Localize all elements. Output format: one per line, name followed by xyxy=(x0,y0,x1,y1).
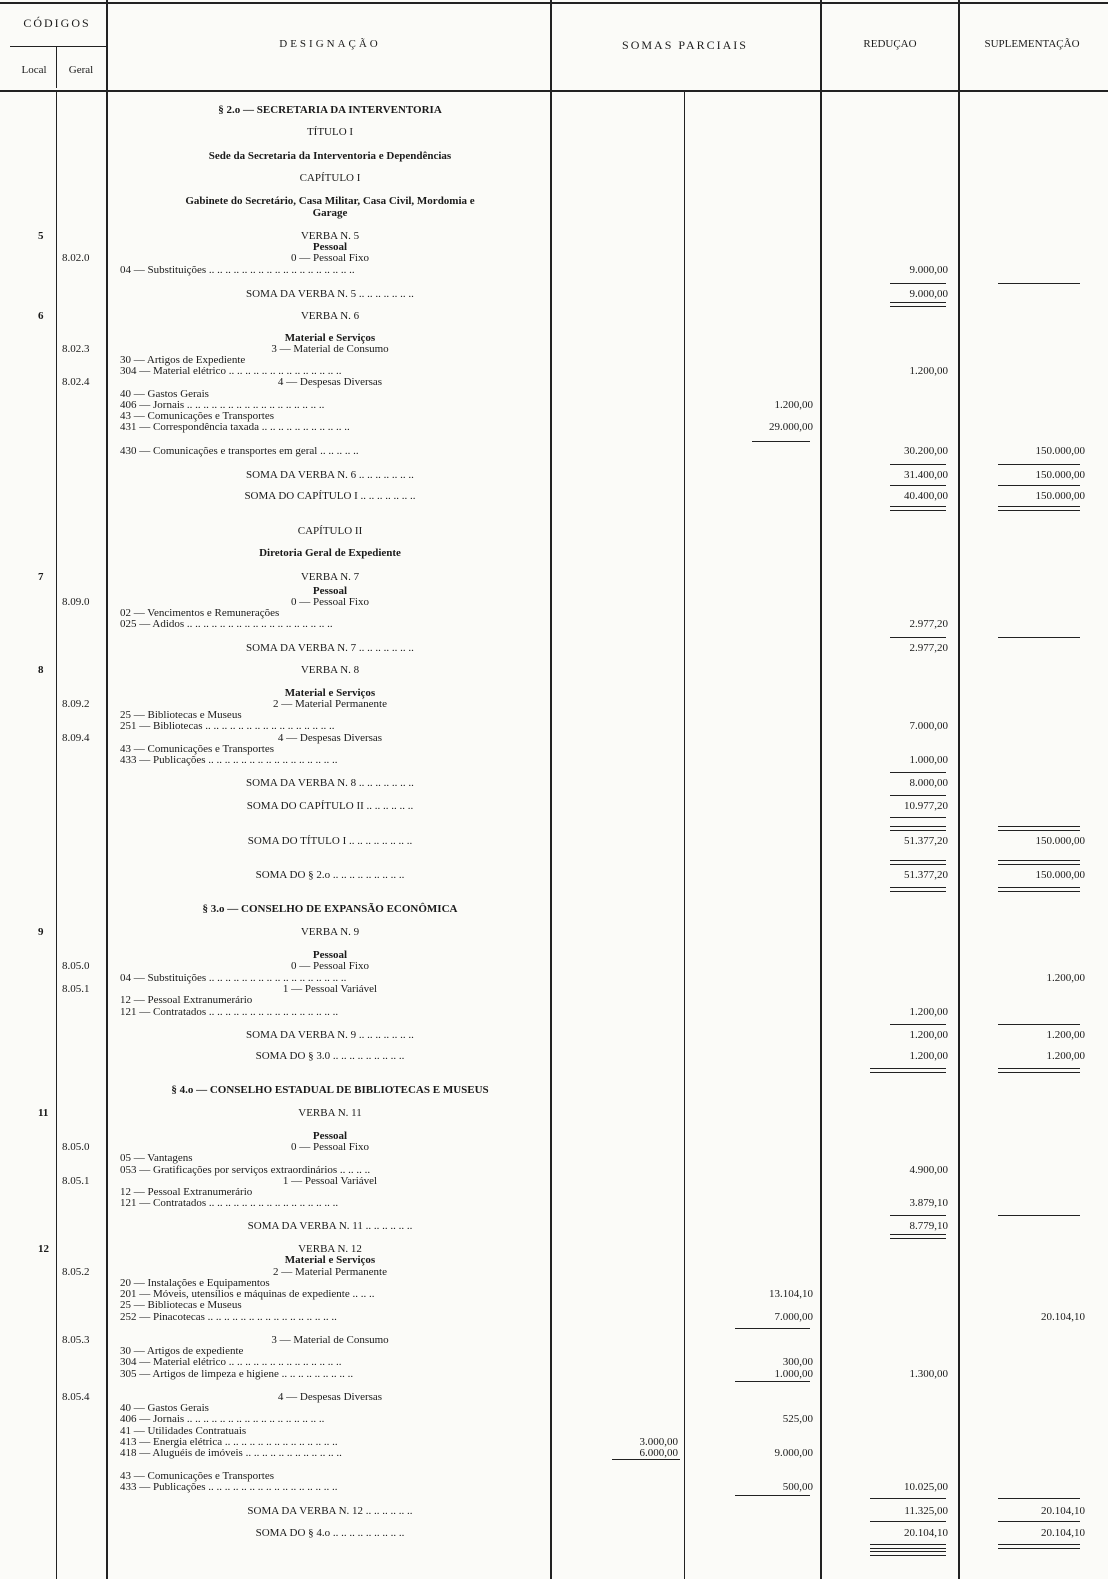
header-bottom-border xyxy=(0,90,1108,92)
table-row xyxy=(0,489,1108,503)
item-description: 05 — Vantagens xyxy=(120,1152,193,1164)
item-description: 04 — Substituições .. .. .. .. .. .. .. .. .. .. .. .. .. .. .. .. .. .. xyxy=(120,264,355,276)
heading-text: Gabinete do Secretário, Casa Militar, Casa Civil, Mordomia e xyxy=(185,195,475,207)
item-description: 12 — Pessoal Extranumerário xyxy=(120,994,253,1006)
table-row xyxy=(0,206,1108,220)
suplementacao-value: 150.000,00 xyxy=(1035,469,1085,481)
table-row xyxy=(0,902,1108,916)
sum-underline xyxy=(890,1024,946,1025)
reducao-value: 8.779,10 xyxy=(909,1220,948,1232)
item-description: 305 — Artigos de limpeza e higiene .. .. .. .. .. .. .. .. .. xyxy=(120,1368,354,1380)
sum-underline xyxy=(998,1024,1080,1025)
sum-double-underline xyxy=(890,1234,946,1239)
sum-double-underline xyxy=(998,1068,1080,1073)
sum-underline xyxy=(998,1521,1080,1522)
partial-sum-2: 525,00 xyxy=(782,1413,813,1425)
table-row xyxy=(0,444,1108,458)
item-description: 30 — Artigos de expediente xyxy=(120,1345,244,1357)
sum-underline xyxy=(890,464,946,465)
heading-text: § 3.o — CONSELHO DE EXPANSÃO ECONÔMICA xyxy=(202,903,458,915)
reducao-value: 2.977,20 xyxy=(909,618,948,630)
geral-code: 8.05.2 xyxy=(62,1266,90,1278)
reducao-value: 1.200,00 xyxy=(909,1006,948,1018)
geral-code: 8.05.0 xyxy=(62,1141,90,1153)
sum-underline xyxy=(752,441,810,442)
heading-text: SOMA DA VERBA N. 8 .. .. .. .. .. .. .. xyxy=(246,777,414,789)
sum-underline xyxy=(890,795,946,796)
sum-double-underline xyxy=(870,1551,946,1556)
sum-underline xyxy=(890,772,946,773)
table-row xyxy=(0,468,1108,482)
geral-code: 8.05.1 xyxy=(62,983,90,995)
table-row xyxy=(0,1367,1108,1381)
item-description: 40 — Gastos Gerais xyxy=(120,1402,209,1414)
table-row xyxy=(0,834,1108,848)
table-row xyxy=(0,753,1108,767)
local-code: 8 xyxy=(38,664,44,676)
reducao-value: 1.000,00 xyxy=(909,754,948,766)
suplementacao-value: 150.000,00 xyxy=(1035,445,1085,457)
item-description: 121 — Contratados .. .. .. .. .. .. .. .. .. .. .. .. .. .. .. .. xyxy=(120,1006,339,1018)
table-row xyxy=(0,524,1108,538)
heading-text: VERBA N. 5 xyxy=(300,230,360,242)
item-description: 433 — Publicações .. .. .. .. .. .. .. .. .. .. .. .. .. .. .. .. xyxy=(120,754,338,766)
item-description: 121 — Contratados .. .. .. .. .. .. .. .. .. .. .. .. .. .. .. .. xyxy=(120,1197,339,1209)
reducao-value: 40.400,00 xyxy=(904,490,948,502)
heading-text: 3 — Material de Consumo xyxy=(271,1334,389,1346)
table-row xyxy=(0,868,1108,882)
heading-text: Material e Serviços xyxy=(284,332,376,344)
item-description: 430 — Comunicações e transportes em geral .. .. .. .. .. xyxy=(120,445,359,457)
table-row xyxy=(0,103,1108,117)
reducao-value: 9.000,00 xyxy=(909,288,948,300)
sum-double-underline xyxy=(890,302,946,307)
heading-text: Sede da Secretaria da Interventoria e Dependências xyxy=(208,150,452,162)
item-description: 418 — Aluguéis de imóveis .. .. .. .. .. .. .. .. .. .. .. .. xyxy=(120,1447,342,1459)
reducao-value: 30.200,00 xyxy=(904,445,948,457)
heading-text: SOMA DA VERBA N. 9 .. .. .. .. .. .. .. xyxy=(246,1029,414,1041)
sum-underline xyxy=(890,637,946,638)
table-row xyxy=(0,546,1108,560)
partial-sum-2: 7.000,00 xyxy=(774,1311,813,1323)
heading-text: CAPÍTULO II xyxy=(297,525,363,537)
sum-underline xyxy=(612,1459,680,1460)
heading-text: Diretoria Geral de Expediente xyxy=(259,547,401,559)
heading-text: 4 — Despesas Diversas xyxy=(277,376,383,388)
heading-text: 0 — Pessoal Fixo xyxy=(291,1141,369,1153)
partial-sum-2: 300,00 xyxy=(782,1356,813,1368)
sum-double-underline xyxy=(998,1544,1080,1549)
geral-code: 8.05.4 xyxy=(62,1391,90,1403)
table-row xyxy=(0,663,1108,677)
local-code: 5 xyxy=(38,230,44,242)
sum-underline xyxy=(870,1498,946,1499)
item-description: 20 — Instalações e Equipamentos xyxy=(120,1277,270,1289)
suplementacao-value: 150.000,00 xyxy=(1035,490,1085,502)
reducao-value: 9.000,00 xyxy=(909,264,948,276)
geral-code: 8.05.1 xyxy=(62,1175,90,1187)
sum-underline xyxy=(998,1498,1080,1499)
table-row xyxy=(0,1526,1108,1540)
reducao-value: 11.325,00 xyxy=(904,1505,948,1517)
reducao-value: 8.000,00 xyxy=(909,777,948,789)
heading-text: SOMA DA VERBA N. 5 .. .. .. .. .. .. .. xyxy=(246,288,414,300)
sum-double-underline xyxy=(998,860,1080,865)
suplementacao-value: 150.000,00 xyxy=(1035,835,1085,847)
codigos-header: CÓDIGOS xyxy=(23,16,91,30)
heading-text: Pessoal xyxy=(312,585,348,597)
sum-underline xyxy=(890,485,946,486)
table-row xyxy=(0,125,1108,139)
item-description: 433 — Publicações .. .. .. .. .. .. .. .. .. .. .. .. .. .. .. .. xyxy=(120,1481,338,1493)
sum-underline xyxy=(890,1215,946,1216)
table-row xyxy=(0,287,1108,301)
heading-text: Pessoal xyxy=(312,1130,348,1142)
table-row xyxy=(0,420,1108,434)
geral-code: 8.09.0 xyxy=(62,596,90,608)
item-description: 252 — Pinacotecas .. .. .. .. .. .. .. .. .. .. .. .. .. .. .. .. xyxy=(120,1311,337,1323)
heading-text: Garage xyxy=(312,207,348,219)
item-description: 304 — Material elétrico .. .. .. .. .. .. .. .. .. .. .. .. .. .. xyxy=(120,1356,342,1368)
table-row xyxy=(0,263,1108,277)
heading-text: Pessoal xyxy=(312,949,348,961)
item-description: 413 — Energia elétrica .. .. .. .. .. .. .. .. .. .. .. .. .. .. xyxy=(120,1436,338,1448)
reducao-value: 51.377,20 xyxy=(904,869,948,881)
suplementacao-value: 20.104,10 xyxy=(1041,1527,1085,1539)
item-description: 251 — Bibliotecas .. .. .. .. .. .. .. .. .. .. .. .. .. .. .. .. xyxy=(120,720,335,732)
table-row xyxy=(0,776,1108,790)
reducao-value: 1.200,00 xyxy=(909,1029,948,1041)
partial-sum-2: 29.000,00 xyxy=(769,421,813,433)
table-row xyxy=(0,1005,1108,1019)
table-row xyxy=(0,1106,1108,1120)
heading-text: 4 — Despesas Diversas xyxy=(277,1391,383,1403)
heading-text: 1 — Pessoal Variável xyxy=(282,1175,378,1187)
reducao-value: 7.000,00 xyxy=(909,720,948,732)
sum-underline xyxy=(735,1495,810,1496)
geral-code: 8.02.3 xyxy=(62,343,90,355)
reducao-value: 2.977,20 xyxy=(909,642,948,654)
sum-underline xyxy=(890,283,946,284)
heading-text: VERBA N. 11 xyxy=(298,1107,362,1119)
sum-double-underline xyxy=(870,1544,946,1549)
heading-text: 0 — Pessoal Fixo xyxy=(291,252,369,264)
reducao-value: 10.025,00 xyxy=(904,1481,948,1493)
sum-underline xyxy=(735,1328,810,1329)
heading-text: 2 — Material Permanente xyxy=(273,1266,387,1278)
item-description: 304 — Material elétrico .. .. .. .. .. .. .. .. .. .. .. .. .. .. xyxy=(120,365,342,377)
suplementacao-value: 20.104,10 xyxy=(1041,1505,1085,1517)
local-code: 11 xyxy=(38,1107,49,1119)
partial-sum-2: 1.200,00 xyxy=(774,399,813,411)
somas-parciais-header: SOMAS PARCIAIS xyxy=(622,38,748,52)
heading-text: SOMA DO CAPÍTULO II .. .. .. .. .. .. xyxy=(246,800,414,812)
table-row xyxy=(0,149,1108,163)
table-row xyxy=(0,1219,1108,1233)
reducao-value: 4.900,00 xyxy=(909,1164,948,1176)
heading-text: VERBA N. 8 xyxy=(300,664,360,676)
sum-underline xyxy=(890,817,946,818)
item-description: 053 — Gratificações por serviços extraordinários .. .. .. .. xyxy=(120,1164,371,1176)
heading-text: 0 — Pessoal Fixo xyxy=(291,960,369,972)
table-row xyxy=(0,925,1108,939)
item-description: 201 — Móveis, utensílios e máquinas de expediente .. .. .. xyxy=(120,1288,375,1300)
geral-code: 8.05.0 xyxy=(62,960,90,972)
table-row xyxy=(0,171,1108,185)
heading-text: TÍTULO I xyxy=(306,126,354,138)
geral-code: 8.02.0 xyxy=(62,252,90,264)
sum-double-underline xyxy=(998,826,1080,831)
item-description: 406 — Jornais .. .. .. .. .. .. .. .. .. .. .. .. .. .. .. .. .. xyxy=(120,399,325,411)
local-header: Local xyxy=(21,64,47,76)
suplementacao-value: 1.200,00 xyxy=(1046,1050,1085,1062)
sum-underline xyxy=(998,485,1080,486)
reducao-value: 31.400,00 xyxy=(904,469,948,481)
sum-double-underline xyxy=(890,506,946,511)
codigos-divider xyxy=(10,46,106,47)
heading-text: VERBA N. 12 xyxy=(298,1243,362,1255)
sum-underline xyxy=(735,1381,810,1382)
geral-code: 8.09.2 xyxy=(62,698,90,710)
geral-code: 8.05.3 xyxy=(62,1334,90,1346)
heading-text: SOMA DO § 3.0 .. .. .. .. .. .. .. .. .. xyxy=(255,1050,405,1062)
heading-text: 2 — Material Permanente xyxy=(273,698,387,710)
top-border xyxy=(0,2,1108,4)
partial-sum-1: 6.000,00 xyxy=(639,1447,678,1459)
heading-text: SOMA DA VERBA N. 7 .. .. .. .. .. .. .. xyxy=(246,642,414,654)
geral-code: 8.09.4 xyxy=(62,732,90,744)
geral-code: 8.02.4 xyxy=(62,376,90,388)
heading-text: SOMA DA VERBA N. 12 .. .. .. .. .. .. xyxy=(247,1505,413,1517)
sum-double-underline xyxy=(890,860,946,865)
item-description: 43 — Comunicações e Transportes xyxy=(120,410,274,422)
reducao-value: 20.104,10 xyxy=(904,1527,948,1539)
table-row xyxy=(0,641,1108,655)
heading-text: 1 — Pessoal Variável xyxy=(282,983,378,995)
heading-text: § 4.o — CONSELHO ESTADUAL DE BIBLIOTECAS E MUSEUS xyxy=(171,1084,489,1096)
item-description: 30 — Artigos de Expediente xyxy=(120,354,246,366)
heading-text: 4 — Despesas Diversas xyxy=(277,732,383,744)
reducao-value: 10.977,20 xyxy=(904,800,948,812)
item-description: 025 — Adidos .. .. .. .. .. .. .. .. .. .. .. .. .. .. .. .. .. .. xyxy=(120,618,333,630)
geral-header: Geral xyxy=(68,64,94,76)
sum-underline xyxy=(870,1521,946,1522)
sum-double-underline xyxy=(998,887,1080,892)
heading-text: VERBA N. 9 xyxy=(300,926,360,938)
sum-double-underline xyxy=(890,826,946,831)
sum-underline xyxy=(998,1215,1080,1216)
sum-underline xyxy=(998,637,1080,638)
item-description: 40 — Gastos Gerais xyxy=(120,388,209,400)
partial-sum-2: 500,00 xyxy=(782,1481,813,1493)
heading-text: SOMA DO § 2.o .. .. .. .. .. .. .. .. .. xyxy=(255,869,405,881)
local-code: 12 xyxy=(38,1243,49,1255)
heading-text: SOMA DO CAPÍTULO I .. .. .. .. .. .. .. xyxy=(244,490,416,502)
heading-text: Pessoal xyxy=(312,241,348,253)
suplementacao-value: 20.104,10 xyxy=(1041,1311,1085,1323)
reducao-value: 1.300,00 xyxy=(909,1368,948,1380)
reducao-header: REDUÇAO xyxy=(863,38,917,50)
heading-text: 3 — Material de Consumo xyxy=(271,343,389,355)
item-description: 43 — Comunicações e Transportes xyxy=(120,1470,274,1482)
table-row xyxy=(0,1504,1108,1518)
item-description: 43 — Comunicações e Transportes xyxy=(120,743,274,755)
heading-text: SOMA DO TÍTULO I .. .. .. .. .. .. .. .. xyxy=(247,835,413,847)
suplementacao-value: 150.000,00 xyxy=(1035,869,1085,881)
table-row xyxy=(0,1083,1108,1097)
item-description: 02 — Vencimentos e Remunerações xyxy=(120,607,280,619)
reducao-value: 1.200,00 xyxy=(909,1050,948,1062)
local-code: 7 xyxy=(38,571,44,583)
item-description: 406 — Jornais .. .. .. .. .. .. .. .. .. .. .. .. .. .. .. .. .. xyxy=(120,1413,325,1425)
reducao-value: 1.200,00 xyxy=(909,365,948,377)
sum-double-underline xyxy=(890,887,946,892)
suplementacao-value: 1.200,00 xyxy=(1046,972,1085,984)
suplementacao-header: SUPLEMENTAÇÃO xyxy=(984,38,1080,50)
heading-text: SOMA DA VERBA N. 11 .. .. .. .. .. .. xyxy=(247,1220,413,1232)
item-description: 41 — Utilidades Contratuais xyxy=(120,1425,247,1437)
item-description: 431 — Correspondência taxada .. .. .. .. .. .. .. .. .. .. .. xyxy=(120,421,350,433)
designacao-header: DESIGNAÇÃO xyxy=(279,38,381,50)
sum-underline xyxy=(998,283,1080,284)
table-row xyxy=(0,309,1108,323)
local-geral-divider xyxy=(56,46,57,88)
reducao-value: 51.377,20 xyxy=(904,835,948,847)
suplementacao-value: 1.200,00 xyxy=(1046,1029,1085,1041)
table-row xyxy=(0,1028,1108,1042)
table-row xyxy=(0,570,1108,584)
heading-text: 0 — Pessoal Fixo xyxy=(291,596,369,608)
item-description: 25 — Bibliotecas e Museus xyxy=(120,1299,242,1311)
heading-text: SOMA DO § 4.o .. .. .. .. .. .. .. .. .. xyxy=(255,1527,405,1539)
table-row xyxy=(0,1049,1108,1063)
table-row xyxy=(0,1480,1108,1494)
heading-text: Material e Serviços xyxy=(284,687,376,699)
heading-text: CAPÍTULO I xyxy=(299,172,361,184)
partial-sum-2: 13.104,10 xyxy=(769,1288,813,1300)
table-row xyxy=(0,1310,1108,1324)
partial-sum-2: 9.000,00 xyxy=(774,1447,813,1459)
heading-text: Material e Serviços xyxy=(284,1254,376,1266)
table-row xyxy=(0,1446,1108,1460)
sum-double-underline xyxy=(870,1068,946,1073)
sum-underline xyxy=(998,464,1080,465)
partial-sum-2: 1.000,00 xyxy=(774,1368,813,1380)
partial-sum-1: 3.000,00 xyxy=(639,1436,678,1448)
item-description: 25 — Bibliotecas e Museus xyxy=(120,709,242,721)
heading-text: VERBA N. 6 xyxy=(300,310,360,322)
heading-text: SOMA DA VERBA N. 6 .. .. .. .. .. .. .. xyxy=(246,469,414,481)
local-code: 9 xyxy=(38,926,44,938)
item-description: 04 — Substituições .. .. .. .. .. .. .. .. .. .. .. .. .. .. .. .. .. xyxy=(120,972,347,984)
table-row xyxy=(0,1196,1108,1210)
heading-text: VERBA N. 7 xyxy=(300,571,360,583)
table-row xyxy=(0,617,1108,631)
item-description: 12 — Pessoal Extranumerário xyxy=(120,1186,253,1198)
table-row xyxy=(0,799,1108,813)
heading-text: § 2.o — SECRETARIA DA INTERVENTORIA xyxy=(218,104,442,116)
local-code: 6 xyxy=(38,310,44,322)
reducao-value: 3.879,10 xyxy=(909,1197,948,1209)
sum-double-underline xyxy=(998,506,1080,511)
